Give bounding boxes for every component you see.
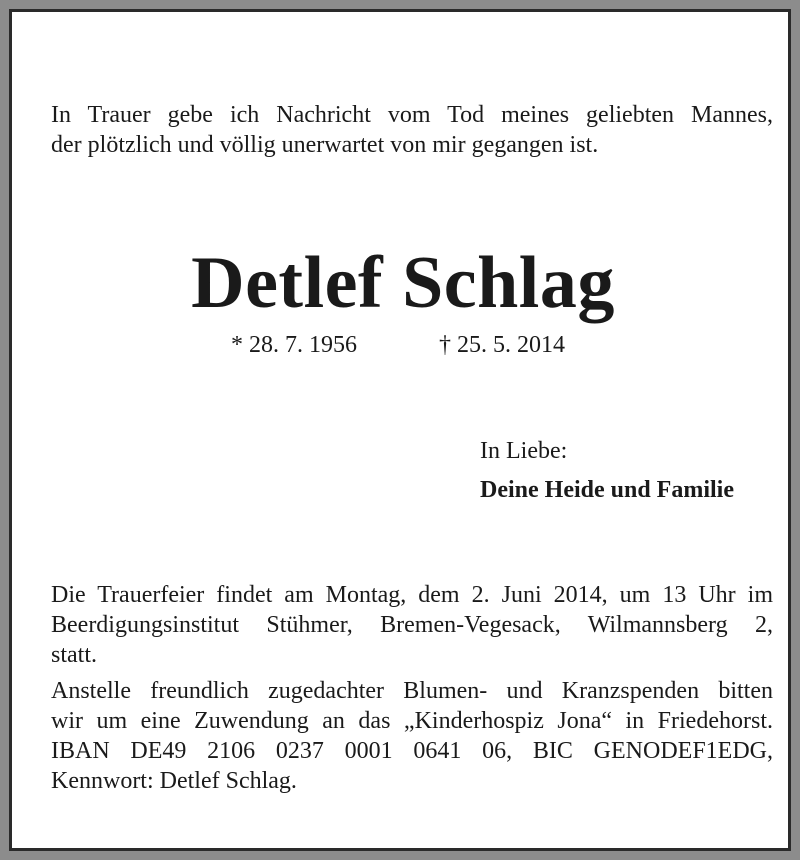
funeral-line-3: statt. [51,642,97,668]
donation-line-3: IBAN DE49 2106 0237 0001 0641 06, BIC GENODEF1EDG, [51,738,773,764]
donation-line-4: Kennwort: Detlef Schlag. [51,768,297,794]
funeral-paragraph [51,580,773,670]
donation-line-1: Anstelle freundlich zugedachter Blumen- und Kranzspenden bitten [51,678,773,704]
signoff-block [480,436,734,505]
intro-line-1: In Trauer gebe ich Nachricht vom Tod meines geliebten Mannes, [51,102,773,128]
funeral-line-2: Beerdigungsinstitut Stühmer, Bremen-Vegesack, Wilmannsberg 2, [51,612,773,638]
intro-paragraph [51,100,773,160]
birth-date: * 28. 7. 1956 [231,332,357,358]
death-date: † 25. 5. 2014 [439,332,565,358]
obituary-inner-border [9,9,791,851]
deceased-name: Detlef Schlag [191,242,615,324]
funeral-line-1: Die Trauerfeier findet am Montag, dem 2. Juni 2014, um 13 Uhr im [51,582,773,608]
donation-line-2: wir um eine Zuwendung an das „Kinderhospiz Jona“ in Friedehorst. [51,708,773,734]
signoff-names: Deine Heide und Familie [480,477,734,503]
signoff-greeting: In Liebe: [480,438,568,464]
intro-line-2: der plötzlich und völlig unerwartet von mir gegangen ist. [51,132,599,158]
donation-paragraph [51,676,773,796]
